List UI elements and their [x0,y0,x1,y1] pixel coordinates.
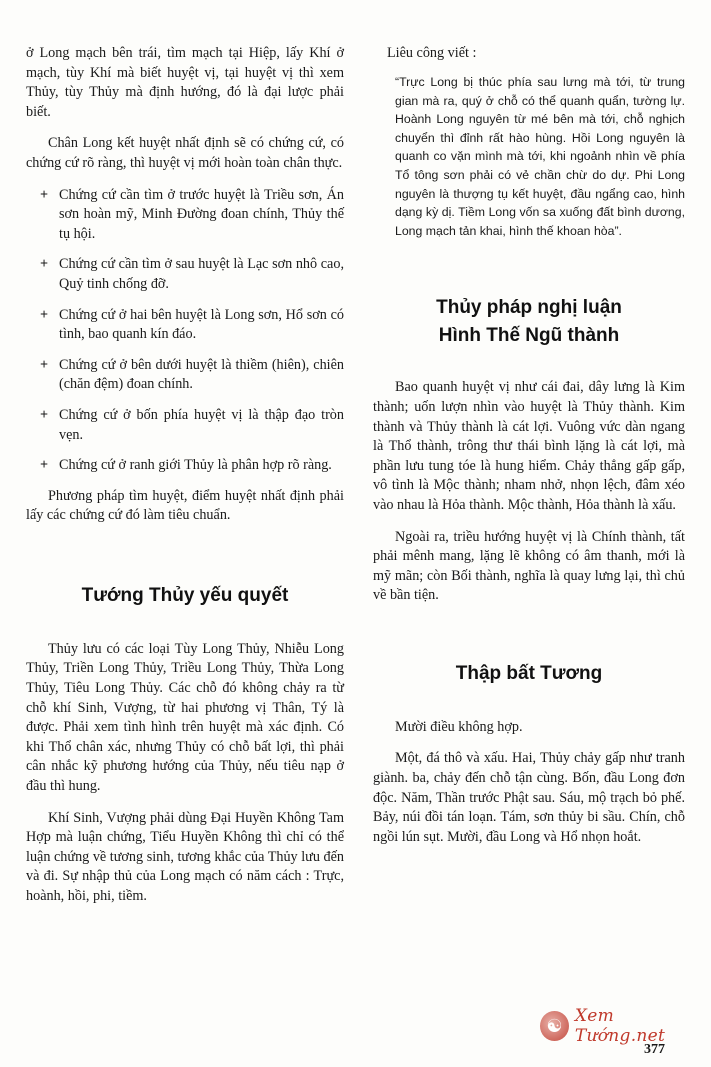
heading-thuy-phap [373,294,685,350]
yin-yang-icon: ☯ [540,1011,569,1041]
heading-tuong-thuy: Tướng Thủy yếu quyết [81,584,289,606]
plus-icon: + [40,306,49,323]
list-item: + Chứng cứ cần tìm ở trước huyệt là Triều sơn, Án sơn hoàn mỹ, Minh Đường đoan chính, Thủy thế tụ hội. [40,186,344,242]
list-item: + Chứng cứ cần tìm ở sau huyệt là Lạc sơn nhô cao, Quỷ tinh chống đỡ. [40,256,344,292]
site-watermark [540,1006,705,1046]
paragraph-mot-da-tho: Một, đá thô và xấu. Hai, Thủy chảy gấp như tranh giành. ba, chảy đến chỗ tận cùng. Bốn, đầu Long đơn độc. Năm, Thần trước Phật sau. Sáu, mộ trạch bỏ phế. Bảy, núi đồi tán loạn. Tám, sơn thủy bi sầu. Chín, chỗ ngồi lún sụt. Mười, đầu Long và Hổ nhọn hoắt. [373,750,685,845]
paragraph-phuong-phap: Phương pháp tìm huyệt, điểm huyệt nhất định phải lấy các chứng cứ đó làm tiêu chuẩn. [26,487,344,524]
right-column [373,44,685,847]
plus-icon: + [40,256,49,273]
watermark-text: Xem Tướng.net [574,1006,666,1046]
paragraph-long-mach: ở Long mạch bên trái, tìm mạch tại Hiệp, lấy Khí ở mạch, tùy Khí mà biết huyệt vị, tại huyệt vị thì xem Thủy, tùy Thủy mà định hướng, đó là đại lược phải biết. [26,45,344,120]
paragraph-ngoai-ra: Ngoài ra, triều hướng huyệt vị là Chính thành, tất phải mênh mang, lặng lẽ không có âm thanh, mới là mỹ mãn; còn Bối thành, nghĩa là quay lưng lại, thì chủ về bần tiện. [373,528,685,604]
heading-line: Hình Thế Ngũ thành [438,325,620,347]
list-item: + Chứng cứ ở bên dưới huyệt là thiềm (hiên), chiên (chăn đệm) đoan chính. [40,356,344,393]
evidence-list [26,186,344,476]
page-number: 377 [644,1042,665,1057]
list-item: + Chứng cứ ở hai bên huyệt là Long sơn, Hổ sơn có tình, bao quanh kín đáo. [40,306,344,343]
paragraph-chan-long: Chân Long kết huyệt nhất định sẽ có chứng cứ, có chứng cứ rõ ràng, thì huyệt vị mới hoàn toàn chân thực. [26,135,344,171]
heading-line: Thủy pháp nghị luận [436,297,622,319]
quote-intro: Liêu công viết : [387,45,477,61]
plus-icon: + [40,356,49,373]
paragraph-bao-quanh: Bao quanh huyệt vị như cái đai, dây lưng là Kim thành; uốn lượn nhìn vào huyệt là Thủy thành. Kim thành và Thủy thành là cát lợi. Vuông vức dàn ngang là Thổ thành, trông thư thái bình lặng là cát lợi, mà phần lưu tung tóe là hung hiểm. Chảy thẳng gấp gấp, vô tình là Mộc thành; nham nhở, nhọn lệch, đâm xéo vào nhau là Hỏa thành. Mộc thành, Hỏa thành là xấu. [373,379,685,513]
list-item: + Chứng cứ ở bốn phía huyệt vị là thập đạo tròn vẹn. [40,406,344,443]
paragraph-muoi-dieu: Mười điều không hợp. [395,718,523,735]
plus-icon: + [40,406,49,423]
paragraph-khi-sinh: Khí Sinh, Vượng phải dùng Đại Huyền Không Tam Hợp mà luận chứng, Tiểu Huyền Không thì chỉ có thể luận chứng về tương sinh, tương khắc của Thủy lưu đến và đi. Sự nhập thủ của Long mạch có năm cách : Trực, hoành, hồi, phi, tiềm. [26,809,344,904]
heading-thap-bat-tuong: Thập bất Tương [455,662,603,684]
left-column [26,44,344,907]
paragraph-thuy-luu: Thủy lưu có các loại Tùy Long Thủy, Nhiễu Long Thủy, Triền Long Thủy, Triều Long Thủy, Thừa Long Thủy, Tiêu Long Thủy. Các chỗ đó không chảy ra từ chỗ khí Sinh, Vượng, từ hai phương vị Thân, Tý là được. Phải xem tình hình trên huyệt mà xác định. Có khi Thổ chân xác, nhưng Thủy có chỗ bất lợi, thì phải cân nhắc kỹ phương hướng của Thủy, nếu tiêu nạp ở đầu thì hung. [26,640,344,795]
plus-icon: + [40,457,49,474]
quote-block: “Trực Long bị thúc phía sau lưng mà tới, từ trung gian mà ra, quý ở chỗ có thể quanh quẩn, tường lự. Hoành Long nguyên từ mé bên mà tới, chỗ nghịch chuyển thì đỉnh rất hào hùng. Hồi Long nguyên là quanh co vặn mình mà tới, khi ngoảnh nhìn về phía Tổ tông sơn phải có vẻ chần chừ do dự. Phi Long nguyên là thượng tụ kết huyệt, đầu ngẩng cao, hình dạng kỳ dị. Tiềm Long vốn sa xuống đất bình dương, Long mạch tản khai, hình thế khoan hòa”. [395,75,685,238]
plus-icon: + [40,186,49,203]
list-item: + Chứng cứ ở ranh giới Thủy là phân hợp rõ ràng. [26,456,344,476]
